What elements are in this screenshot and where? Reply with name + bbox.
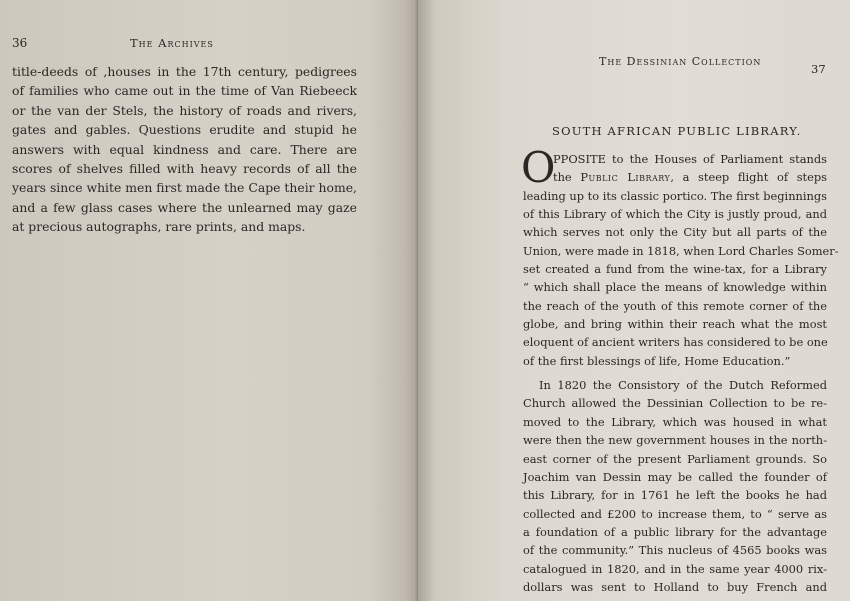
text-line: this Library, for in 1761 he left the books he had	[523, 488, 827, 503]
drop-cap: O	[521, 143, 556, 192]
text-line: collected and £200 to increase them, to “ serve as	[523, 506, 827, 521]
text-line: globe, and bring within their reach what the most	[523, 317, 827, 332]
text-line: a foundation of a public library for the advantage	[523, 524, 827, 539]
text-line: at precious autographs, rare prints, and maps.	[12, 219, 306, 235]
text-line: set created a fund from the wine-tax, for a Library	[523, 262, 827, 277]
text-line: which serves not only the City but all parts of the	[523, 225, 827, 240]
text-line: Church allowed the Dessinian Collection to be re-	[523, 396, 827, 411]
left-page	[0, 0, 418, 601]
right-body-text	[521, 143, 839, 596]
text-line: leading up to its classic portico. The first beginnings	[523, 188, 827, 203]
text-line: Union, were made in 1818, when Lord Charles Somer-	[523, 243, 839, 258]
text-line: PPOSITE to the Houses of Parliament stands	[553, 152, 827, 166]
text-line: were then the new government houses in the north-	[523, 433, 827, 448]
page-number-right: 37	[811, 62, 826, 76]
running-head-left: The Archives	[130, 36, 214, 50]
running-head-right: The Dessinian Collection	[599, 55, 762, 68]
text-line: scores of shelves filled with heavy records of all the	[12, 161, 357, 177]
text-line: years since white men first made the Cape their home,	[12, 180, 357, 196]
left-body-text	[12, 62, 357, 237]
text-line	[523, 168, 827, 186]
text-line: In 1820 the Consistory of the Dutch Reformed	[539, 378, 827, 393]
text-line: title-deeds of ,houses in the 17th century, pedigrees	[12, 64, 357, 79]
text-line: eloquent of ancient writers has considered to be one	[523, 335, 828, 350]
text-line: dollars was sent to Holland to buy French and	[523, 579, 827, 594]
text-line: and a few glass cases where the unlearned may gaze	[12, 199, 357, 215]
text-line: of the community.” This nucleus of 4565 books was	[523, 543, 827, 558]
text-line: of families who came out in the time of Van Riebeeck	[12, 83, 357, 99]
text-line: of the first blessings of life, Home Education.”	[523, 353, 791, 368]
text-line: answers with equal kindness and care. There are	[12, 141, 357, 157]
text-line: the reach of the youth of this remote corner of the	[523, 298, 827, 313]
text-line: or the van der Stels, the history of roads and rivers,	[12, 102, 357, 118]
text-fragment: , a steep flight of steps	[670, 170, 827, 185]
text-line: “ which shall place the means of knowledge within	[523, 280, 827, 295]
section-title: SOUTH AFRICAN PUBLIC LIBRARY.	[552, 124, 802, 138]
text-line: east corner of the present Parliament grounds. So	[523, 451, 827, 466]
text-line: catalogued in 1820, and in the same year 4000 rix-	[523, 561, 827, 576]
page-number-left: 36	[12, 36, 28, 50]
text-fragment: the	[553, 170, 572, 185]
library-name-smallcaps: Public Library	[580, 170, 671, 185]
text-line: gates and gables. Questions erudite and stupid he	[12, 122, 357, 138]
text-line: Joachim van Dessin may be called the founder of	[523, 469, 827, 484]
text-line: of this Library of which the City is justly proud, and	[523, 207, 827, 222]
text-line: moved to the Library, which was housed in what	[523, 414, 827, 429]
